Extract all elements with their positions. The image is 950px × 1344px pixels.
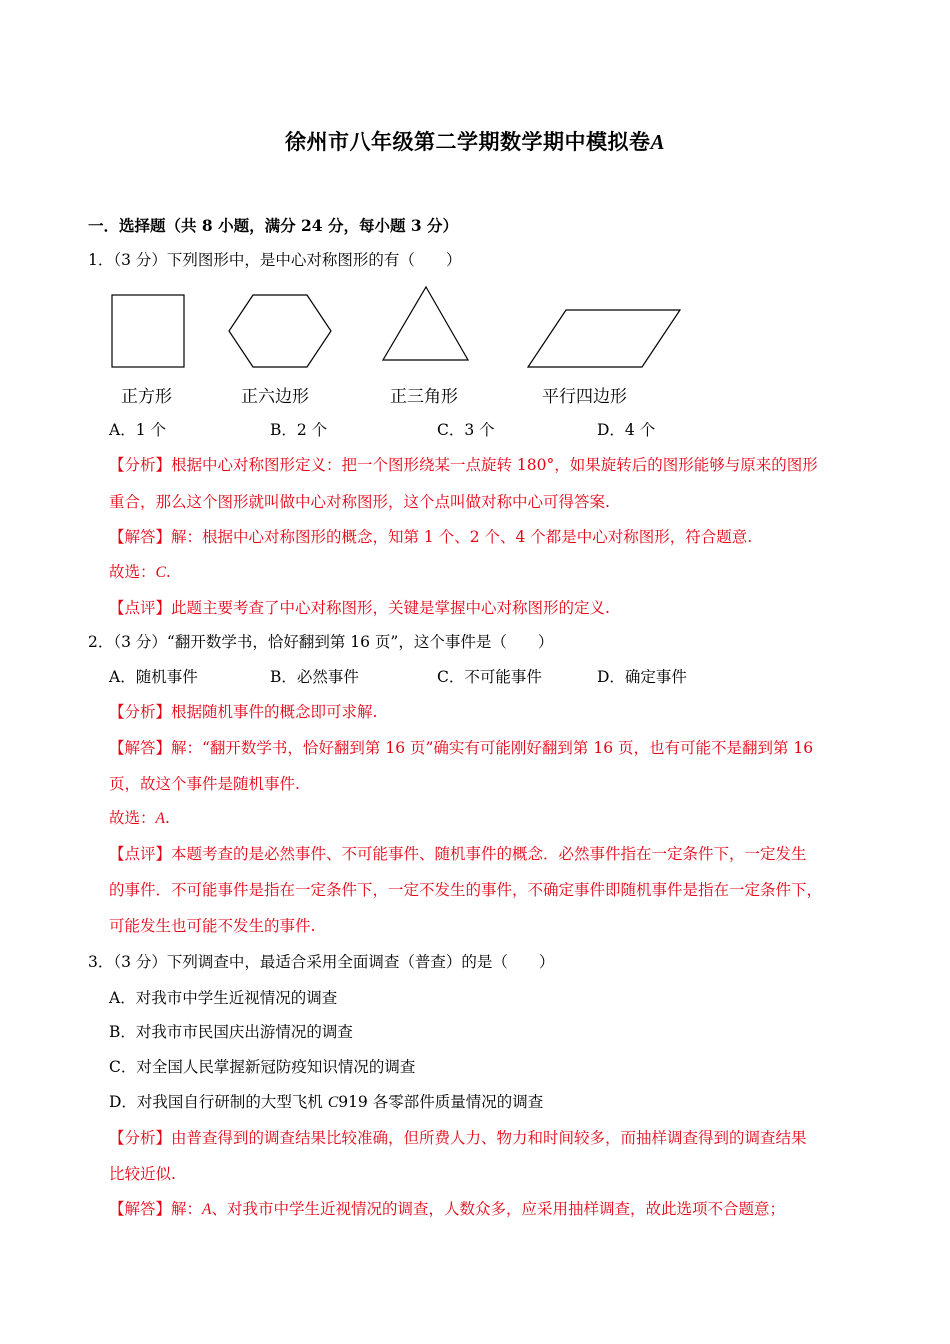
q3-stem: 3．（3 分）下列调查中，最适合采用全面调查（普查）的是（ ）: [88, 953, 555, 971]
choose-prefix: 故选：: [109, 809, 156, 827]
option-d-prefix: D．对我国自行研制的大型飞机: [109, 1093, 328, 1111]
option-d-italic: C: [327, 1094, 339, 1111]
q1-comment: 【点评】此题主要考查了中心对称图形，关键是掌握中心对称图形的定义.: [109, 599, 610, 617]
choose-letter: A: [155, 810, 165, 827]
choose-suffix: .: [164, 809, 170, 827]
q1-figures: [100, 282, 700, 407]
q2-stem: 2．（3 分）“翻开数学书，恰好翻到第 16 页”，这个事件是（ ）: [88, 633, 554, 651]
q3-answer: [109, 1199, 785, 1220]
title-suffix: A: [650, 130, 665, 154]
q1-analysis-line2: 重合，那么这个图形就叫做中心对称图形，这个点叫做对称中心可得答案.: [109, 493, 610, 511]
answer-prefix: 【解答】解：: [109, 1200, 203, 1218]
section-heading: 一．选择题（共 8 小题，满分 24 分，每小题 3 分）: [88, 216, 459, 235]
triangle-shape: [383, 287, 468, 360]
q2-option-d: D．确定事件: [597, 668, 687, 686]
q1-option-b: B．2 个: [270, 421, 328, 439]
title-text: 徐州市八年级第二学期数学期中模拟卷: [284, 129, 651, 154]
hexagon-shape: [229, 295, 331, 367]
q1-analysis-line1: 【分析】根据中心对称图形定义：把一个图形绕某一点旋转 180°，如果旋转后的图形能够与原来的图形: [109, 456, 818, 474]
option-d-suffix: 919 各零部件质量情况的调查: [338, 1093, 544, 1111]
q3-option-b: B．对我市市民国庆出游情况的调查: [109, 1023, 353, 1041]
choose-letter: C: [155, 564, 166, 581]
q3-option-a: A．对我市中学生近视情况的调查: [109, 989, 338, 1007]
label-parallelogram: 平行四边形: [542, 387, 627, 407]
label-hexagon: 正六边形: [241, 387, 309, 407]
q1-option-c: C．3 个: [437, 421, 495, 439]
q2-option-a: A．随机事件: [109, 668, 198, 686]
q1-option-d: D．4 个: [597, 421, 656, 439]
q1-option-a: A．1 个: [109, 421, 166, 439]
label-triangle: 正三角形: [390, 387, 458, 407]
answer-letter: A: [202, 1201, 212, 1218]
q1-choose: [109, 562, 171, 583]
q3-analysis-line1: 【分析】由普查得到的调查结果比较准确，但所费人力、物力和时间较多，而抽样调查得到的调查结果: [109, 1129, 807, 1147]
shapes-svg: [100, 282, 700, 372]
q2-answer-line1: 【解答】解：“翻开数学书，恰好翻到第 16 页”确实有可能刚好翻到第 16 页，也有可能不是翻到第 16: [109, 739, 814, 757]
choose-suffix: .: [165, 563, 171, 581]
parallelogram-shape: [528, 310, 680, 367]
page-title: [0, 126, 950, 156]
q2-answer-line2: 页，故这个事件是随机事件.: [109, 775, 300, 793]
q2-choose: [109, 808, 170, 829]
q3-analysis-line2: 比较近似.: [109, 1165, 176, 1183]
q2-analysis: 【分析】根据随机事件的概念即可求解.: [109, 703, 378, 721]
q2-comment-line1: 【点评】本题考查的是必然事件、不可能事件、随机事件的概念．必然事件指在一定条件下，一定发生: [109, 845, 807, 863]
q2-comment-line2: 的事件．不可能事件是指在一定条件下，一定不发生的事件，不确定事件即随机事件是指在一定条件下，: [109, 881, 823, 899]
q3-option-c: C．对全国人民掌握新冠防疫知识情况的调查: [109, 1058, 416, 1076]
q3-option-d: [109, 1092, 543, 1113]
q2-option-c: C．不可能事件: [437, 668, 542, 686]
label-square: 正方形: [121, 387, 172, 407]
q2-option-b: B．必然事件: [270, 668, 359, 686]
q1-answer: 【解答】解：根据中心对称图形的概念，知第 1 个、2 个、4 个都是中心对称图形，符合题意.: [109, 528, 753, 546]
q2-comment-line3: 可能发生也可能不发生的事件.: [109, 917, 316, 935]
square-shape: [112, 295, 184, 367]
q1-stem: 1．（3 分）下列图形中，是中心对称图形的有（ ）: [88, 251, 462, 269]
answer-rest: 、对我市中学生近视情况的调查，人数众多，应采用抽样调查，故此选项不合题意；: [211, 1200, 785, 1218]
choose-prefix: 故选：: [109, 563, 156, 581]
